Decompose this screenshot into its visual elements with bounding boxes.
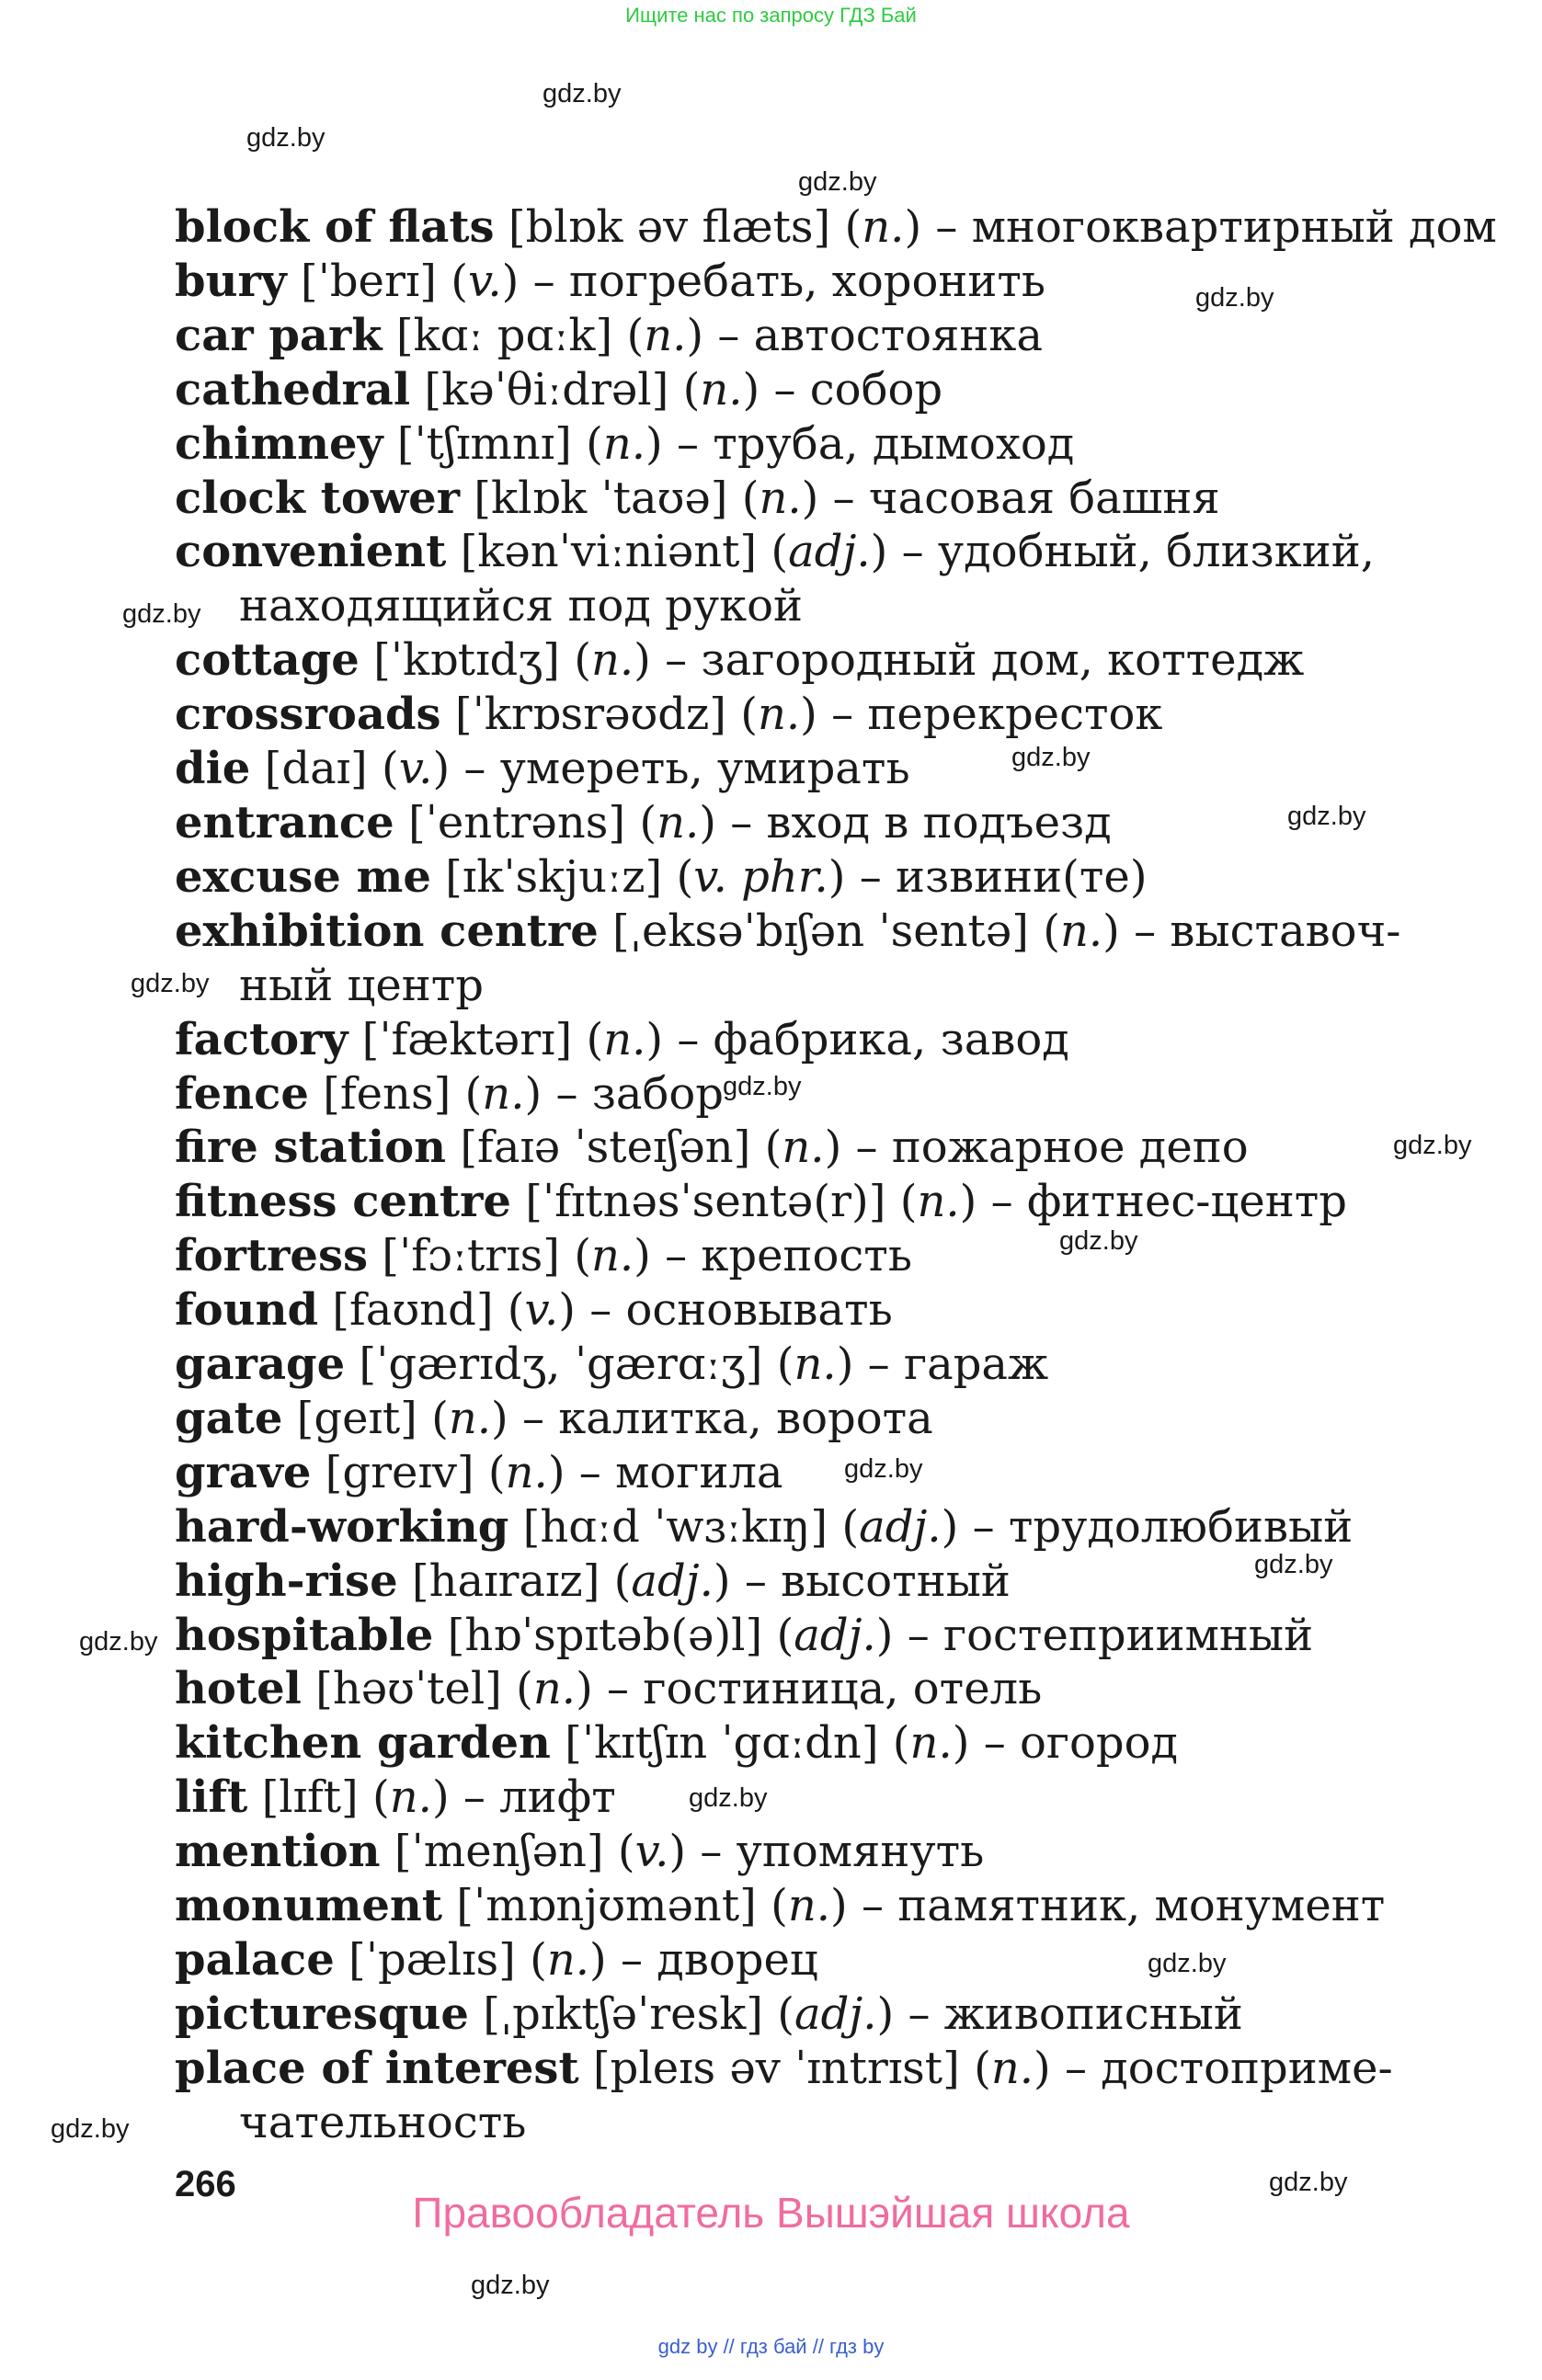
vocab-translation: живописный	[943, 1987, 1243, 2040]
vocab-transcription: [fens]	[323, 1067, 451, 1120]
vocab-entry: cottage [ˈkɒtɪdʒ] (n.) – загородный дом, коттедж	[175, 634, 1305, 687]
vocab-entry: factory [ˈfæktərɪ] (n.) – фабрика, завод	[175, 1013, 1069, 1065]
vocab-entry: fence [fens] (n.) – забор	[175, 1067, 725, 1120]
vocab-part-of-speech: n.	[389, 1771, 432, 1824]
vocab-translation: фабрика, завод	[713, 1013, 1069, 1065]
vocab-translation: огород	[1019, 1717, 1179, 1770]
vocab-word: hotel	[175, 1663, 302, 1715]
vocab-word: gate	[175, 1392, 283, 1444]
vocab-word: high-rise	[175, 1554, 398, 1607]
vocab-part-of-speech: n.	[546, 1934, 590, 1986]
vocab-word: garage	[175, 1338, 346, 1391]
watermark: gdz.by	[723, 1072, 802, 1101]
vocab-translation: выставоч-	[1170, 905, 1401, 957]
vocab-translation: труба, дымоход	[713, 417, 1075, 470]
vocab-translation: многоквартирный дом	[971, 201, 1497, 253]
vocab-part-of-speech: n.	[990, 2042, 1034, 2094]
watermark: gdz.by	[543, 79, 622, 108]
vocab-word: picturesque	[175, 1987, 469, 2040]
vocab-part-of-speech: v.	[524, 1284, 559, 1337]
vocab-translation: гараж	[903, 1338, 1049, 1391]
vocab-entry: palace [ˈpælɪs] (n.) – дворец	[175, 1934, 818, 1986]
vocab-word: clock tower	[175, 472, 461, 524]
vocab-transcription: [ˈfɪtnəsˈsentə(r)]	[525, 1176, 886, 1228]
vocab-part-of-speech: n.	[1059, 905, 1103, 957]
vocab-translation: загородный дом, коттедж	[701, 634, 1305, 687]
vocab-word: entrance	[175, 796, 394, 848]
vocab-translation: могила	[615, 1446, 783, 1498]
vocab-translation: автостоянка	[753, 309, 1043, 361]
vocab-translation: перекресток	[867, 689, 1163, 741]
vocab-word: palace	[175, 1934, 335, 1986]
vocab-entry: die [daɪ] (v.) – умереть, умирать	[175, 743, 910, 795]
vocab-transcription: [blɒk əv flæts]	[508, 201, 831, 253]
vocab-transcription: [ˈtʃɪmnɪ]	[396, 417, 572, 470]
vocab-transcription: [ˈfɔːtrɪs]	[382, 1230, 560, 1282]
vocab-entry: monument [ˈmɒnjʊmənt] (n.) – памятник, монумент	[175, 1880, 1386, 1932]
vocab-transcription: [kɑː pɑːk]	[395, 309, 613, 361]
vocab-transcription: [klɒk ˈtaʊə]	[474, 472, 728, 524]
vocab-word: hospitable	[175, 1609, 434, 1661]
vocab-translation: высотный	[781, 1554, 1011, 1607]
vocab-entry: high-rise [haɪraɪz] (adj.) – высотный	[175, 1554, 1011, 1607]
vocab-word: crossroads	[175, 689, 441, 741]
vocab-translation: вход в подъезд	[766, 796, 1112, 848]
vocab-entry: entrance [ˈentrəns] (n.) – вход в подъезд	[175, 796, 1112, 848]
vocab-word: cathedral	[175, 363, 411, 416]
rights-holder: Правообладатель Вышэйшая школа	[412, 2189, 1130, 2237]
vocab-translation: памятник, монумент	[897, 1880, 1386, 1932]
vocab-transcription: [ˈentrəns]	[407, 796, 626, 848]
vocab-transcription: [ˈkrɒsrəʊdz]	[454, 689, 727, 741]
vocab-word: monument	[175, 1880, 442, 1932]
vocab-word: exhibition centre	[175, 905, 599, 957]
vocab-translation: фитнес-центр	[1026, 1176, 1348, 1228]
vocab-word: found	[175, 1284, 319, 1337]
watermark: gdz.by	[1148, 1949, 1227, 1978]
watermark: gdz.by	[246, 123, 326, 153]
vocab-word: fitness centre	[175, 1176, 511, 1228]
vocab-word: fence	[175, 1067, 309, 1120]
vocab-part-of-speech: n.	[482, 1067, 525, 1120]
vocab-part-of-speech: n.	[782, 1122, 825, 1174]
vocab-transcription: [faʊnd]	[332, 1284, 494, 1337]
vocab-translation: забор	[591, 1067, 725, 1120]
watermark: gdz.by	[1287, 802, 1366, 831]
vocab-translation: калитка, ворота	[558, 1392, 933, 1444]
vocab-entry: car park [kɑː pɑːk] (n.) – автостоянка	[175, 309, 1043, 361]
page-number: 266	[175, 2164, 236, 2204]
vocab-translation: лифт	[499, 1771, 616, 1824]
vocab-translation: трудолюбивый	[1008, 1500, 1354, 1553]
watermark: gdz.by	[131, 969, 210, 998]
vocab-transcription: [ˈfæktərɪ]	[361, 1013, 573, 1065]
vocab-translation: умереть, умирать	[499, 743, 910, 795]
vocab-word: cottage	[175, 634, 360, 687]
vocab-entry: excuse me [ɪkˈskjuːz] (v. phr.) – извини(те)	[175, 850, 1148, 903]
vocab-part-of-speech: v.	[634, 1826, 669, 1878]
vocab-entry: block of flats [blɒk əv flæts] (n.) – многоквартирный дом	[175, 201, 1497, 253]
vocab-part-of-speech: v.	[398, 743, 433, 795]
vocab-entry: hard-working [hɑːd ˈwɜːkɪŋ] (adj.) – трудолюбивый	[175, 1500, 1354, 1553]
vocab-part-of-speech: n.	[603, 1013, 646, 1065]
vocab-word: kitchen garden	[175, 1717, 551, 1770]
vocab-part-of-speech: n.	[862, 201, 905, 253]
watermark: gdz.by	[51, 2114, 130, 2144]
vocab-transcription: [ˈmɒnjʊmənt]	[456, 1880, 757, 1932]
vocab-part-of-speech: adj.	[631, 1554, 714, 1607]
vocabulary-list	[175, 200, 1497, 2150]
vocab-translation: основывать	[625, 1284, 893, 1337]
watermark: gdz.by	[689, 1783, 768, 1813]
vocab-word: grave	[175, 1446, 312, 1498]
vocab-entry: chimney [ˈtʃɪmnɪ] (n.) – труба, дымоход	[175, 417, 1075, 470]
vocab-part-of-speech: n.	[917, 1176, 960, 1228]
vocab-entry: clock tower [klɒk ˈtaʊə] (n.) – часовая башня	[175, 472, 1220, 524]
vocab-part-of-speech: v. phr.	[693, 850, 828, 903]
vocab-part-of-speech: n.	[590, 1230, 634, 1282]
watermark: gdz.by	[1269, 2168, 1348, 2197]
vocab-entry: exhibition centre [ˌeksəˈbɪʃən ˈsentə] (n.) – выставоч- ный центр	[175, 905, 1462, 1013]
vocab-transcription: [greɪv]	[325, 1446, 474, 1498]
vocab-translation-continued: находящийся под рукой	[239, 580, 804, 632]
vocab-translation: извини(те)	[895, 850, 1148, 903]
vocab-translation: дворец	[657, 1934, 818, 1986]
vocab-translation: часовая башня	[868, 472, 1220, 524]
vocab-translation: гостеприимный	[942, 1609, 1314, 1661]
vocab-entry: picturesque [ˌpɪktʃəˈresk] (adj.) – живописный	[175, 1987, 1243, 2040]
vocab-transcription: [ˈmenʃən]	[394, 1826, 604, 1878]
vocab-translation: погребать, хоронить	[568, 255, 1046, 307]
vocab-word: bury	[175, 255, 287, 307]
watermark: gdz.by	[1195, 283, 1274, 313]
vocab-entry: fortress [ˈfɔːtrɪs] (n.) – крепость	[175, 1230, 912, 1282]
watermark: gdz.by	[471, 2271, 550, 2300]
vocab-word: place of interest	[175, 2042, 579, 2094]
vocab-transcription: [ˈkɒtɪdʒ]	[373, 634, 560, 687]
vocab-part-of-speech: adj.	[794, 1987, 877, 2040]
vocab-transcription: [ˌpɪktʃəˈresk]	[483, 1987, 764, 2040]
vocab-word: fire station	[175, 1122, 447, 1174]
vocab-part-of-speech: n.	[700, 363, 743, 416]
vocab-entry: fire station [faɪə ˈsteɪʃən] (n.) – пожарное депо	[175, 1122, 1249, 1174]
vocab-word: car park	[175, 309, 383, 361]
vocab-transcription: [daɪ]	[264, 743, 368, 795]
vocab-part-of-speech: n.	[759, 472, 802, 524]
vocab-transcription: [geɪt]	[296, 1392, 417, 1444]
vocab-entry: lift [lɪft] (n.) – лифт	[175, 1771, 616, 1824]
vocab-translation: гостиница, отель	[643, 1663, 1043, 1715]
watermark: gdz.by	[122, 599, 201, 629]
vocab-word: convenient	[175, 526, 447, 578]
vocab-entry: gate [geɪt] (n.) – калитка, ворота	[175, 1392, 933, 1444]
vocab-transcription: [lɪft]	[261, 1771, 359, 1824]
vocab-entry: found [faʊnd] (v.) – основывать	[175, 1284, 893, 1337]
vocab-word: lift	[175, 1771, 248, 1824]
vocab-part-of-speech: n.	[787, 1880, 830, 1932]
vocab-part-of-speech: n.	[657, 796, 700, 848]
vocab-part-of-speech: n.	[758, 689, 801, 741]
vocab-entry: mention [ˈmenʃən] (v.) – упомянуть	[175, 1826, 985, 1878]
vocab-part-of-speech: adj.	[859, 1500, 942, 1553]
watermark: gdz.by	[798, 167, 877, 197]
vocab-word: fortress	[175, 1230, 368, 1282]
vocab-word: mention	[175, 1826, 381, 1878]
vocab-transcription: [ˈkɪtʃɪn ˈgɑːdn]	[565, 1717, 879, 1770]
vocab-transcription: [ˈgærɪdʒ, ˈgærɑːʒ]	[359, 1338, 763, 1391]
vocab-entry: cathedral [kəˈθiːdrəl] (n.) – собор	[175, 363, 943, 416]
watermark: gdz.by	[1393, 1131, 1472, 1160]
vocab-part-of-speech: adj.	[794, 1609, 876, 1661]
vocab-entry: grave [greɪv] (n.) – могила	[175, 1446, 783, 1498]
vocab-translation-continued: ный центр	[239, 959, 484, 1011]
vocab-part-of-speech: n.	[532, 1663, 577, 1715]
watermark: gdz.by	[1059, 1226, 1138, 1256]
vocab-translation: достоприме-	[1101, 2042, 1393, 2094]
vocab-word: block of flats	[175, 201, 495, 253]
vocab-part-of-speech: n.	[909, 1717, 953, 1770]
watermark: gdz.by	[79, 1627, 158, 1657]
vocab-transcription: [ɪkˈskjuːz]	[445, 850, 663, 903]
vocab-part-of-speech: adj.	[788, 526, 871, 578]
vocab-part-of-speech: n.	[590, 634, 634, 687]
vocab-translation: крепость	[701, 1230, 912, 1282]
vocab-transcription: [ˈpælɪs]	[348, 1934, 516, 1986]
vocab-entry: place of interest [pleɪs əv ˈɪntrɪst] (n.) – достоприме- чательность	[175, 2042, 1462, 2150]
vocab-entry: crossroads [ˈkrɒsrəʊdz] (n.) – перекресток	[175, 689, 1163, 741]
watermark: gdz.by	[844, 1454, 923, 1484]
vocab-entry: fitness centre [ˈfɪtnəsˈsentə(r)] (n.) – фитнес-центр	[175, 1176, 1348, 1228]
vocab-transcription: [hɒˈspɪtəb(ə)l]	[447, 1609, 763, 1661]
vocab-part-of-speech: n.	[602, 417, 646, 470]
vocab-transcription: [haɪraɪz]	[411, 1554, 600, 1607]
vocab-transcription: [kəˈθiːdrəl]	[424, 363, 669, 416]
vocab-part-of-speech: n.	[644, 309, 687, 361]
vocab-entry: kitchen garden [ˈkɪtʃɪn ˈgɑːdn] (n.) – огород	[175, 1717, 1179, 1770]
vocab-word: hard-working	[175, 1500, 509, 1553]
vocab-translation-continued: чательность	[239, 2096, 527, 2148]
vocab-entry: convenient [kənˈviːniənt] (adj.) – удобный, близкий, находящийся под рукой	[175, 525, 1462, 633]
vocab-entry: hospitable [hɒˈspɪtəb(ə)l] (adj.) – гостеприимный	[175, 1609, 1314, 1661]
vocab-entry: hotel [həʊˈtel] (n.) – гостиница, отель	[175, 1663, 1043, 1715]
vocab-word: factory	[175, 1013, 348, 1065]
vocab-transcription: [pleɪs əv ˈɪntrɪst]	[592, 2042, 960, 2094]
footer-links[interactable]: gdz by // гдз бай // гдз by	[657, 2335, 885, 2358]
vocab-part-of-speech: n.	[794, 1338, 837, 1391]
vocab-transcription: [həʊˈtel]	[315, 1663, 502, 1715]
vocab-translation: удобный, близкий,	[937, 526, 1375, 578]
vocab-part-of-speech: n.	[505, 1446, 548, 1498]
vocab-entry: bury [ˈberɪ] (v.) – погребать, хоронить	[175, 255, 1046, 307]
top-banner[interactable]: Ищите нас по запросу ГДЗ Бай	[625, 4, 917, 27]
vocab-word: excuse me	[175, 850, 431, 903]
vocab-transcription: [hɑːd ˈwɜːkɪŋ]	[522, 1500, 828, 1553]
vocab-transcription: [ˈberɪ]	[300, 255, 437, 307]
vocab-part-of-speech: v.	[467, 255, 502, 307]
vocab-transcription: [faɪə ˈsteɪʃən]	[460, 1122, 751, 1174]
vocab-entry: garage [ˈgærɪdʒ, ˈgærɑːʒ] (n.) – гараж	[175, 1338, 1049, 1391]
vocab-transcription: [ˌeksəˈbɪʃən ˈsentə]	[612, 905, 1029, 957]
watermark: gdz.by	[1254, 1550, 1333, 1579]
vocab-translation: собор	[809, 363, 943, 416]
vocab-translation: упомянуть	[736, 1826, 985, 1878]
vocab-transcription: [kənˈviːniənt]	[460, 526, 758, 578]
vocab-translation: пожарное депо	[891, 1122, 1249, 1174]
watermark: gdz.by	[1011, 743, 1091, 772]
vocab-word: die	[175, 743, 251, 795]
vocab-part-of-speech: n.	[448, 1392, 492, 1444]
vocab-word: chimney	[175, 417, 383, 470]
